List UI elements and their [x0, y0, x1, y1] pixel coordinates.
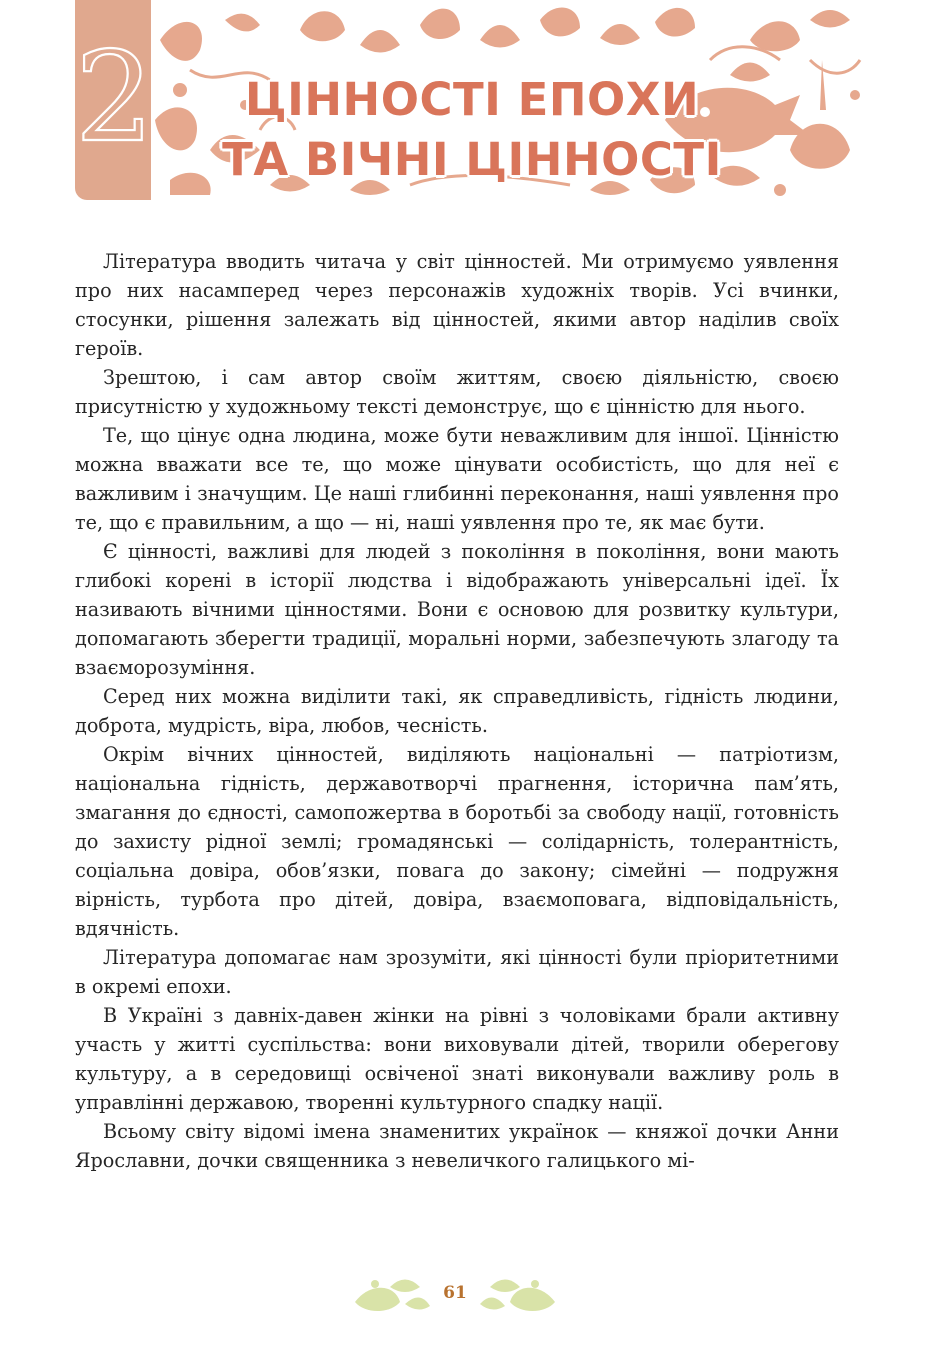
chapter-number: 2 — [75, 26, 154, 170]
paragraph: Всьому світу відомі імена знаменитих українок — княжої дочки Анни Ярославни, дочки священника з невеличкого галицького мі- — [75, 1120, 839, 1172]
paragraph: Те, що цінує одна людина, може бути неважливим для іншої. Цінністю можна вважати все те, що може цінувати особистість, що для неї є важливим і значущим. Це наші глибинні переконання, наші уявлення про те, що є правильним, а що — ні, наші уявлення про те, як має бути. — [75, 424, 839, 534]
chapter-title-line-2: ТА ВІЧНІ ЦІННОСТІ — [222, 133, 722, 186]
paragraph: Серед них можна виділити такі, як справедливість, гідність людини, доброта, мудрість, віра, любов, чесність. — [75, 685, 839, 737]
paragraph: Література вводить читача у світ цінностей. Ми отримуємо уявлення про них насамперед через персонажів художніх творів. Усі вчинки, стосунки, рішення залежать від цінностей, якими автор наділив своїх героїв. — [75, 250, 839, 360]
page-number: 61 — [443, 1283, 467, 1303]
paragraph: Зрештою, і сам автор своїм життям, своєю діяльністю, своєю присутністю у художньому тексті демонструє, що є цінністю для нього. — [75, 366, 839, 418]
paragraph: Окрім вічних цінностей, виділяють національні — патріотизм, національна гідність, державотворчі прагнення, історична пам’ять, змагання до єдності, самопожертва в боротьбі за свободу нації, готовність до захисту рідної землі; громадянські — солідарність, толерантність, соціальна довіра, обов’язки, повага до закону; сімейні — подружня вірність, турбота про дітей, довіра, взаємоповага, відповідальність, вдячність. — [75, 743, 839, 940]
paragraph: Література допомагає нам зрозуміти, які цінності були пріоритетними в окремі епохи. — [75, 946, 839, 998]
paragraph: Є цінності, важливі для людей з покоління в покоління, вони мають глибокі корені в історії людства і відображають універсальні ідеї. Їх називають вічними цінностями. Вони є основою для розвитку культури, допомагають зберегти традиції, моральні норми, забезпечують злагоду та взаєморозуміння. — [75, 540, 839, 679]
body-text — [75, 247, 839, 1175]
paragraph: В Україні з давніх-давен жінки на рівні з чоловіками брали активну участь у житті суспільства: вони виховували дітей, творили оберегову культуру, а в середовищі освіченої знаті виконували важливу роль в управлінні державою, творенні культурного спадку нації. — [75, 1004, 839, 1114]
chapter-title-line-1: ЦІННОСТІ ЕПОХИ — [244, 73, 700, 126]
chapter-title — [212, 70, 732, 190]
